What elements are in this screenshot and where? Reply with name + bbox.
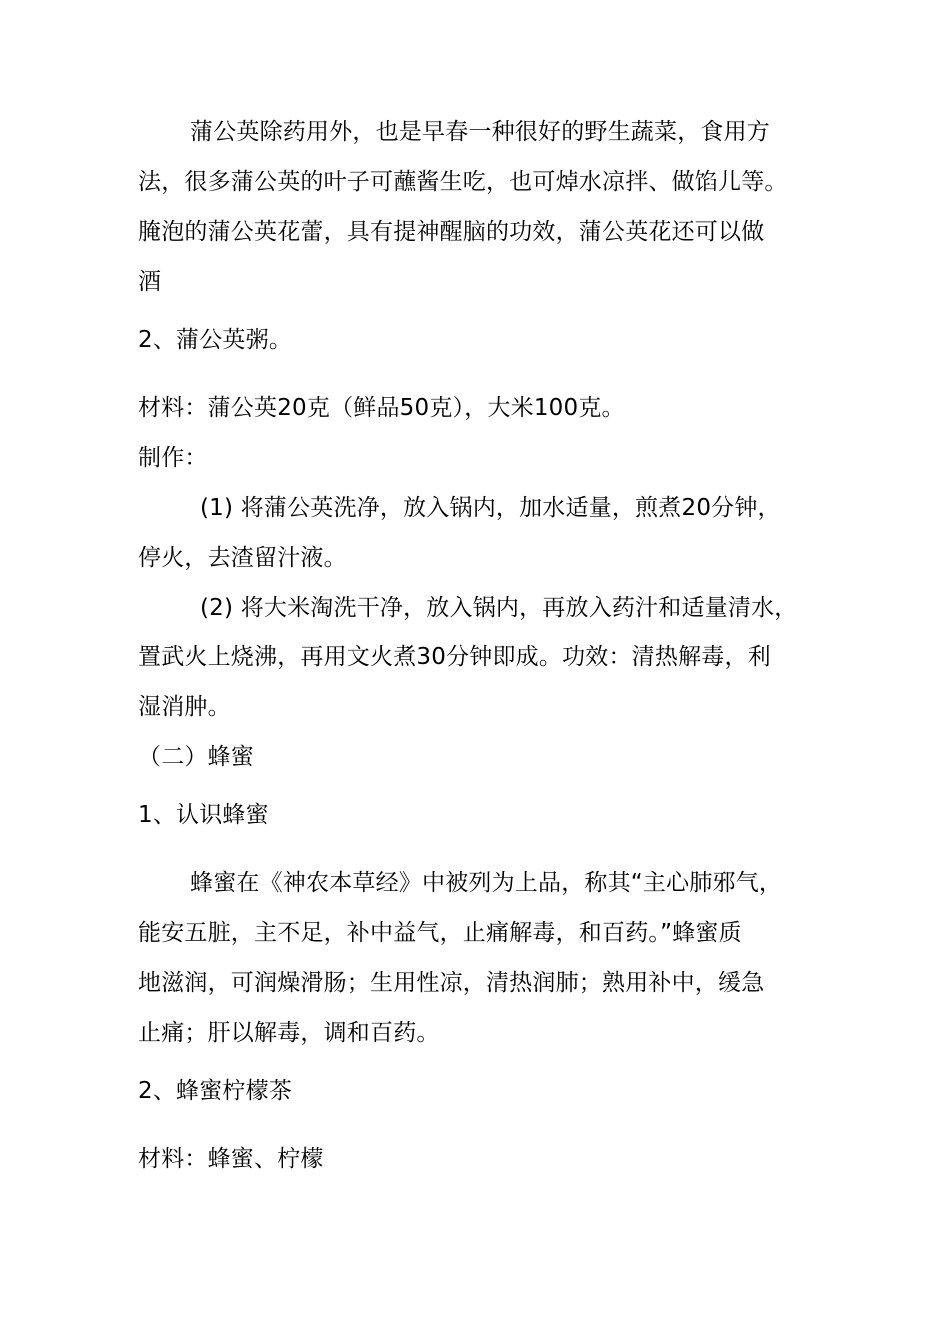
step-line: (1) 将蒲公英洗净，放入锅内，加水适量，煎煮20分钟， [200, 495, 781, 521]
step-line: (2) 将大米淘洗干净，放入锅内，再放入药汁和适量清水， [200, 595, 798, 621]
materials-line: 材料：蜂蜜、柠檬 [138, 1146, 324, 1172]
heading-honey-lemon-tea: 2、蜂蜜柠檬茶 [138, 1078, 293, 1104]
paragraph-line: 酒 [138, 269, 162, 295]
paragraph-line: 腌泡的蒲公英花蕾，具有提神醒脑的功效，蒲公英花还可以做 [138, 219, 765, 245]
paragraph-line: 能安五脏，主不足，补中益气，止痛解毒，和百药。”蜂蜜质 [138, 920, 742, 946]
step-line: 湿消肿。 [138, 694, 231, 720]
heading-know-honey: 1、认识蜂蜜 [138, 802, 269, 828]
paragraph-line: 蒲公英除药用外，也是早春一种很好的野生蔬菜，食用方 [190, 119, 770, 145]
step-line: 停火，去渣留汁液。 [138, 545, 347, 571]
paragraph-line: 蜂蜜在《神农本草经》中被列为上品，称其“主心肺邪气， [190, 870, 783, 896]
materials-line: 材料：蒲公英20克（鲜品50克），大米100克。 [138, 395, 625, 421]
paragraph-line: 地滋润，可润燥滑肠；生用性凉，清热润肺；熟用补中，缓急 [138, 970, 765, 996]
step-line: 置武火上烧沸，再用文火煮30分钟即成。功效：清热解毒，利 [138, 644, 771, 670]
making-label: 制作： [138, 445, 208, 471]
paragraph-line: 法，很多蒲公英的叶子可蘸酱生吃，也可焯水凉拌、做馅儿等。 [138, 169, 788, 195]
heading-porridge: 2、蒲公英粥。 [138, 327, 293, 353]
section-heading-honey: （二）蜂蜜 [138, 744, 254, 770]
paragraph-line: 止痛；肝以解毒，调和百药。 [138, 1020, 440, 1046]
